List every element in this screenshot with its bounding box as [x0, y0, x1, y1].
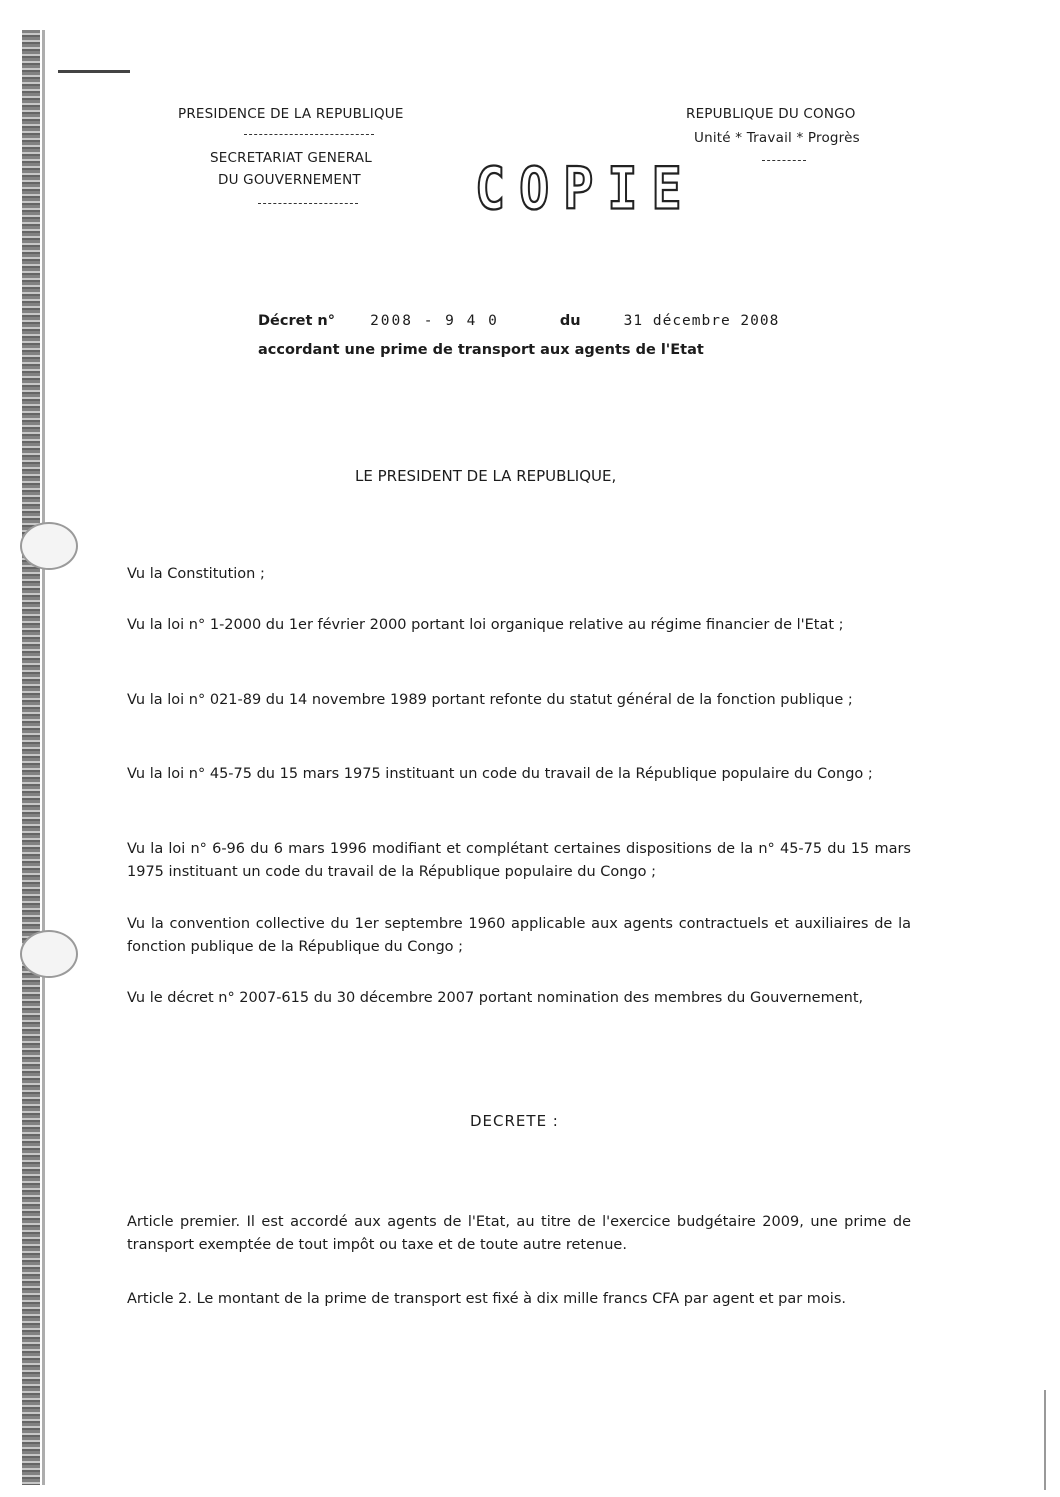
binding-edge: [42, 30, 45, 1485]
stamp-letter: E: [651, 155, 682, 223]
header-gouvernement: DU GOUVERNEMENT: [218, 172, 361, 188]
decrete-heading: DECRETE :: [470, 1112, 559, 1130]
stamp-letter: P: [563, 155, 594, 223]
header-presidence: PRESIDENCE DE LA REPUBLIQUE: [178, 106, 404, 122]
header-republique: REPUBLIQUE DU CONGO: [686, 106, 856, 122]
visa-paragraph: Vu la loi n° 1-2000 du 1er février 2000 portant loi organique relative au régime financier de l'Etat ;: [127, 617, 844, 633]
decree-label: Décret n°: [258, 313, 336, 329]
decree-du: du: [559, 313, 581, 329]
visa-paragraph: Vu la loi n° 6-96 du 6 mars 1996 modifiant et complétant certaines dispositions de la n° 45-75 du 15 mars 1975 instituant un code du travail de la République populaire du Congo ;: [127, 841, 911, 880]
decree-number: 2008 - 9 4 0: [370, 313, 499, 329]
stamp-letter: C: [475, 155, 506, 223]
stamp-letter: I: [607, 155, 638, 223]
header-divider: [244, 134, 374, 135]
copie-stamp: [475, 155, 682, 223]
article-paragraph: Article 2. Le montant de la prime de transport est fixé à dix mille francs CFA par agent et par mois.: [127, 1291, 846, 1307]
punch-hole: [20, 522, 78, 570]
article-paragraph: Article premier. Il est accordé aux agents de l'Etat, au titre de l'exercice budgétaire 2009, une prime de transport exemptée de tout impôt ou taxe et de toute autre retenue.: [127, 1214, 911, 1253]
visa-paragraph: Vu la loi n° 021-89 du 14 novembre 1989 portant refonte du statut général de la fonction publique ;: [127, 692, 853, 708]
stamp-letter: O: [519, 155, 550, 223]
header-devise: Unité * Travail * Progrès: [694, 130, 860, 146]
visa-paragraph: Vu la Constitution ;: [127, 566, 265, 582]
page-edge-mark: [1044, 1390, 1046, 1490]
header-divider: [258, 203, 358, 204]
corner-mark: [58, 70, 130, 73]
visa-paragraph: Vu le décret n° 2007-615 du 30 décembre 2007 portant nomination des membres du Gouvernement,: [127, 990, 864, 1006]
president-heading: LE PRESIDENT DE LA REPUBLIQUE,: [355, 467, 617, 485]
punch-hole: [20, 930, 78, 978]
binding-strip: [22, 30, 40, 1485]
visa-paragraph: Vu la convention collective du 1er septembre 1960 applicable aux agents contractuels et auxiliaires de la fonction publique de la République du Congo ;: [127, 916, 911, 955]
decree-subject: accordant une prime de transport aux agents de l'Etat: [258, 342, 704, 358]
header-divider: [762, 160, 806, 161]
header-secretariat: SECRETARIAT GENERAL: [210, 150, 372, 166]
visa-paragraph: Vu la loi n° 45-75 du 15 mars 1975 instituant un code du travail de la République populaire du Congo ;: [127, 766, 873, 782]
decree-title: [258, 313, 779, 329]
decree-date: 31 décembre 2008: [623, 313, 780, 329]
